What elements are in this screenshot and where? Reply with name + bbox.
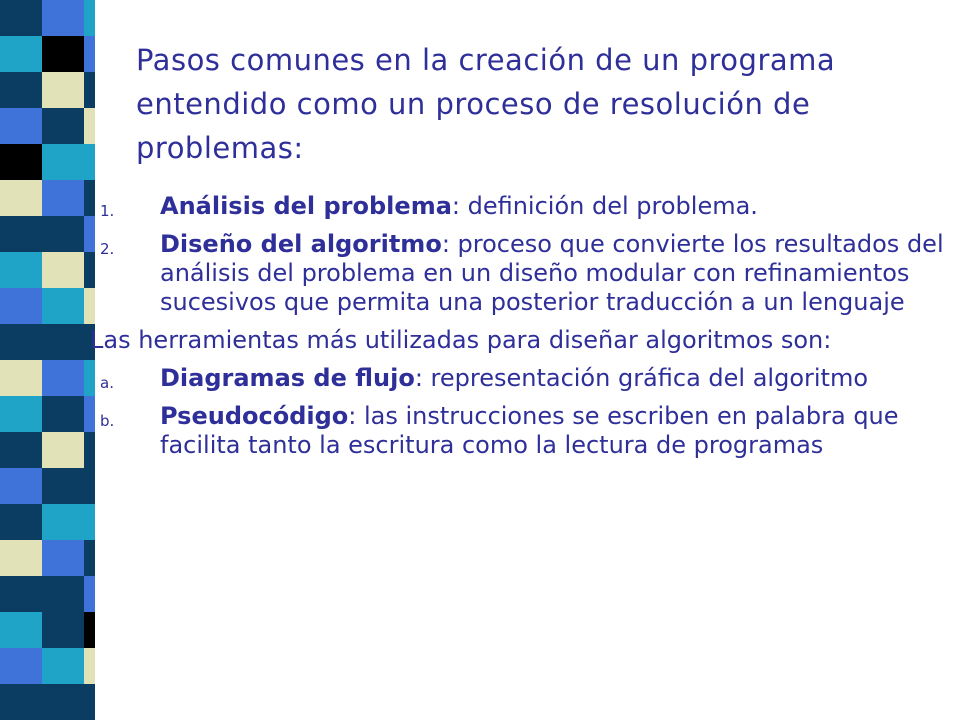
stripe-tile bbox=[0, 0, 42, 36]
item-term: Diseño del algoritmo bbox=[160, 230, 442, 258]
stripe-tile bbox=[0, 360, 42, 396]
stripe-tile bbox=[0, 144, 42, 180]
stripe-tile bbox=[84, 648, 95, 684]
stripe-tile bbox=[0, 396, 42, 432]
stripe-tile bbox=[0, 684, 42, 720]
stripe-tile bbox=[0, 324, 42, 360]
stripe-tile bbox=[42, 144, 84, 180]
item-marker: 2. bbox=[100, 240, 115, 258]
stripe-tile bbox=[0, 108, 42, 144]
item-marker: a. bbox=[100, 374, 114, 392]
stripe-tile bbox=[0, 504, 42, 540]
stripe-tile bbox=[0, 576, 42, 612]
stripe-tile bbox=[0, 216, 42, 252]
stripe-tile bbox=[0, 468, 42, 504]
stripe-tile bbox=[84, 36, 95, 72]
stripe-tile bbox=[0, 648, 42, 684]
stripe-tile bbox=[0, 36, 42, 72]
stripe-tile bbox=[42, 36, 84, 72]
stripe-tile bbox=[84, 72, 95, 108]
item-term: Análisis del problema bbox=[160, 192, 452, 220]
stripe-tile bbox=[42, 396, 84, 432]
item-text: : proceso que convierte los resultados del análisis del problema en un diseño modular con refinamientos sucesivos que permita una posterior traducción a un lenguaje bbox=[160, 230, 944, 316]
stripe-tile bbox=[42, 468, 84, 504]
stripe-tile bbox=[42, 216, 84, 252]
stripe-tile bbox=[42, 612, 84, 648]
item-marker: 1. bbox=[100, 202, 115, 220]
stripe-tile bbox=[0, 180, 42, 216]
stripe-tile bbox=[42, 504, 84, 540]
stripe-tile bbox=[0, 72, 42, 108]
stripe-tile bbox=[84, 540, 95, 576]
item-text: : las instrucciones se escriben en palabra que facilita tanto la escritura como la lectura de programas bbox=[160, 402, 899, 459]
stripe-tile bbox=[84, 612, 95, 648]
stripe-tile bbox=[0, 288, 42, 324]
stripe-tile bbox=[42, 72, 84, 108]
stripe-tile bbox=[42, 324, 84, 360]
slide-title: Pasos comunes en la creación de un programa entendido como un proceso de resolución de problemas: bbox=[136, 43, 836, 165]
item-term: Diagramas de flujo bbox=[160, 364, 415, 392]
stripe-tile bbox=[42, 576, 84, 612]
item-text: : representación gráfica del algoritmo bbox=[414, 364, 869, 392]
stripe-tile bbox=[84, 576, 95, 612]
item-text: : definición del problema. bbox=[451, 192, 758, 220]
stripe-tile bbox=[84, 684, 95, 720]
item-term: Pseudocódigo bbox=[160, 402, 349, 430]
paragraph: Las herramientas más utilizadas para diseñar algoritmos son: bbox=[90, 326, 832, 354]
stripe-tile bbox=[42, 288, 84, 324]
lettered-item bbox=[90, 364, 950, 393]
stripe-tile bbox=[42, 0, 84, 36]
stripe-tile bbox=[42, 108, 84, 144]
stripe-tile bbox=[84, 108, 95, 144]
stripe-tile bbox=[42, 252, 84, 288]
stripe-tile bbox=[0, 612, 42, 648]
stripe-tile bbox=[0, 540, 42, 576]
stripe-tile bbox=[42, 684, 84, 720]
stripe-tile bbox=[84, 504, 95, 540]
item-marker: b. bbox=[100, 412, 115, 430]
stripe-tile bbox=[84, 144, 95, 180]
stripe-tile bbox=[42, 360, 84, 396]
stripe-tile bbox=[0, 252, 42, 288]
numbered-item bbox=[90, 230, 950, 317]
stripe-tile bbox=[42, 648, 84, 684]
stripe-tile bbox=[42, 180, 84, 216]
lettered-item bbox=[90, 402, 950, 460]
slide-body bbox=[90, 192, 950, 469]
numbered-item bbox=[90, 192, 950, 221]
stripe-tile bbox=[42, 540, 84, 576]
stripe-tile bbox=[0, 432, 42, 468]
stripe-tile bbox=[84, 468, 95, 504]
stripe-tile bbox=[84, 0, 95, 36]
stripe-tile bbox=[42, 432, 84, 468]
